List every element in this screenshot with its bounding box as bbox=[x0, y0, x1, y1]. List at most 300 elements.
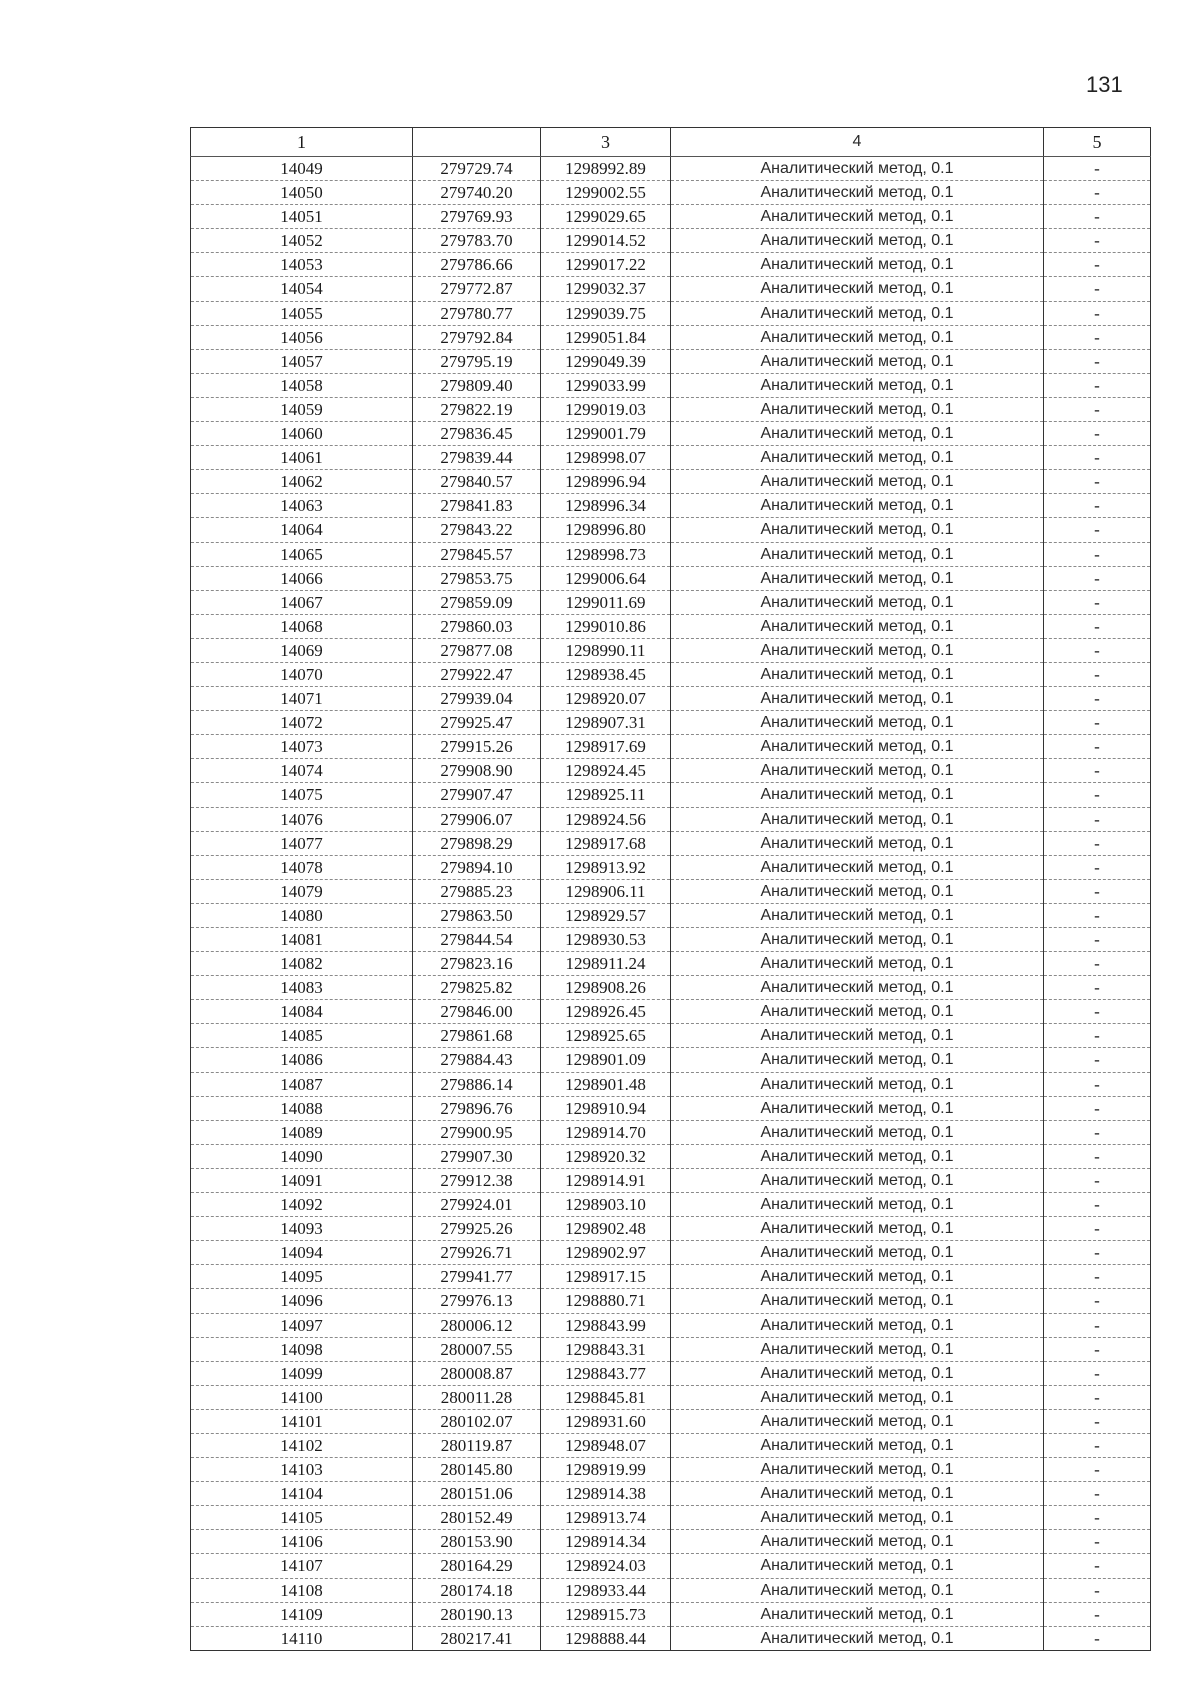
table-row bbox=[191, 1072, 1151, 1096]
y-coordinate-cell: 1298924.56 bbox=[541, 807, 671, 831]
note-cell: - bbox=[1044, 638, 1151, 662]
method-cell: Аналитический метод, 0.1 bbox=[671, 976, 1044, 1000]
note-cell: - bbox=[1044, 253, 1151, 277]
table-row bbox=[191, 1313, 1151, 1337]
point-number-cell: 14106 bbox=[191, 1530, 413, 1554]
y-coordinate-cell: 1298914.70 bbox=[541, 1120, 671, 1144]
x-coordinate-cell: 280007.55 bbox=[413, 1337, 541, 1361]
method-cell: Аналитический метод, 0.1 bbox=[671, 325, 1044, 349]
table-row bbox=[191, 542, 1151, 566]
point-number-cell: 14075 bbox=[191, 783, 413, 807]
method-cell: Аналитический метод, 0.1 bbox=[671, 1217, 1044, 1241]
point-number-cell: 14080 bbox=[191, 903, 413, 927]
table-row bbox=[191, 1144, 1151, 1168]
x-coordinate-cell: 279846.00 bbox=[413, 1000, 541, 1024]
point-number-cell: 14087 bbox=[191, 1072, 413, 1096]
x-coordinate-cell: 279885.23 bbox=[413, 879, 541, 903]
point-number-cell: 14089 bbox=[191, 1120, 413, 1144]
y-coordinate-cell: 1298926.45 bbox=[541, 1000, 671, 1024]
x-coordinate-cell: 279843.22 bbox=[413, 518, 541, 542]
y-coordinate-cell: 1298996.34 bbox=[541, 494, 671, 518]
method-cell: Аналитический метод, 0.1 bbox=[671, 1337, 1044, 1361]
y-coordinate-cell: 1299032.37 bbox=[541, 277, 671, 301]
y-coordinate-cell: 1299039.75 bbox=[541, 301, 671, 325]
x-coordinate-cell: 280006.12 bbox=[413, 1313, 541, 1337]
point-number-cell: 14054 bbox=[191, 277, 413, 301]
x-coordinate-cell: 280119.87 bbox=[413, 1433, 541, 1457]
x-coordinate-cell: 280102.07 bbox=[413, 1409, 541, 1433]
coordinates-table bbox=[190, 127, 1151, 1651]
method-cell: Аналитический метод, 0.1 bbox=[671, 1000, 1044, 1024]
x-coordinate-cell: 279915.26 bbox=[413, 735, 541, 759]
table-row bbox=[191, 1458, 1151, 1482]
table-row bbox=[191, 301, 1151, 325]
point-number-cell: 14102 bbox=[191, 1433, 413, 1457]
x-coordinate-cell: 280151.06 bbox=[413, 1482, 541, 1506]
x-coordinate-cell: 279896.76 bbox=[413, 1096, 541, 1120]
note-cell: - bbox=[1044, 1554, 1151, 1578]
table-body bbox=[191, 157, 1151, 1651]
table-row bbox=[191, 470, 1151, 494]
y-coordinate-cell: 1299029.65 bbox=[541, 205, 671, 229]
method-cell: Аналитический метод, 0.1 bbox=[671, 1265, 1044, 1289]
x-coordinate-cell: 279912.38 bbox=[413, 1168, 541, 1192]
table-row bbox=[191, 855, 1151, 879]
point-number-cell: 14094 bbox=[191, 1241, 413, 1265]
table-row bbox=[191, 1289, 1151, 1313]
point-number-cell: 14108 bbox=[191, 1578, 413, 1602]
table-row bbox=[191, 1482, 1151, 1506]
y-coordinate-cell: 1298902.48 bbox=[541, 1217, 671, 1241]
note-cell: - bbox=[1044, 229, 1151, 253]
x-coordinate-cell: 279907.30 bbox=[413, 1144, 541, 1168]
method-cell: Аналитический метод, 0.1 bbox=[671, 470, 1044, 494]
x-coordinate-cell: 279841.83 bbox=[413, 494, 541, 518]
x-coordinate-cell: 279859.09 bbox=[413, 590, 541, 614]
method-cell: Аналитический метод, 0.1 bbox=[671, 1554, 1044, 1578]
note-cell: - bbox=[1044, 542, 1151, 566]
method-cell: Аналитический метод, 0.1 bbox=[671, 542, 1044, 566]
table-row bbox=[191, 1530, 1151, 1554]
method-cell: Аналитический метод, 0.1 bbox=[671, 1578, 1044, 1602]
table-row bbox=[191, 662, 1151, 686]
x-coordinate-cell: 279795.19 bbox=[413, 349, 541, 373]
point-number-cell: 14055 bbox=[191, 301, 413, 325]
method-cell: Аналитический метод, 0.1 bbox=[671, 903, 1044, 927]
point-number-cell: 14070 bbox=[191, 662, 413, 686]
y-coordinate-cell: 1298948.07 bbox=[541, 1433, 671, 1457]
table-row bbox=[191, 1168, 1151, 1192]
method-cell: Аналитический метод, 0.1 bbox=[671, 1506, 1044, 1530]
table-row bbox=[191, 807, 1151, 831]
x-coordinate-cell: 280174.18 bbox=[413, 1578, 541, 1602]
note-cell: - bbox=[1044, 903, 1151, 927]
method-cell: Аналитический метод, 0.1 bbox=[671, 1313, 1044, 1337]
x-coordinate-cell: 279906.07 bbox=[413, 807, 541, 831]
table-row bbox=[191, 325, 1151, 349]
table-row bbox=[191, 928, 1151, 952]
x-coordinate-cell: 279922.47 bbox=[413, 662, 541, 686]
note-cell: - bbox=[1044, 1626, 1151, 1650]
table-row bbox=[191, 1193, 1151, 1217]
method-cell: Аналитический метод, 0.1 bbox=[671, 1048, 1044, 1072]
y-coordinate-cell: 1298906.11 bbox=[541, 879, 671, 903]
method-cell: Аналитический метод, 0.1 bbox=[671, 157, 1044, 181]
point-number-cell: 14074 bbox=[191, 759, 413, 783]
y-coordinate-cell: 1298998.73 bbox=[541, 542, 671, 566]
method-cell: Аналитический метод, 0.1 bbox=[671, 662, 1044, 686]
x-coordinate-cell: 279925.47 bbox=[413, 711, 541, 735]
point-number-cell: 14105 bbox=[191, 1506, 413, 1530]
x-coordinate-cell: 279886.14 bbox=[413, 1072, 541, 1096]
note-cell: - bbox=[1044, 1361, 1151, 1385]
y-coordinate-cell: 1298903.10 bbox=[541, 1193, 671, 1217]
point-number-cell: 14110 bbox=[191, 1626, 413, 1650]
method-cell: Аналитический метод, 0.1 bbox=[671, 807, 1044, 831]
y-coordinate-cell: 1298996.94 bbox=[541, 470, 671, 494]
x-coordinate-cell: 279822.19 bbox=[413, 397, 541, 421]
table-row bbox=[191, 1602, 1151, 1626]
x-coordinate-cell: 279769.93 bbox=[413, 205, 541, 229]
x-coordinate-cell: 279900.95 bbox=[413, 1120, 541, 1144]
method-cell: Аналитический метод, 0.1 bbox=[671, 229, 1044, 253]
y-coordinate-cell: 1298915.73 bbox=[541, 1602, 671, 1626]
note-cell: - bbox=[1044, 1506, 1151, 1530]
y-coordinate-cell: 1298925.11 bbox=[541, 783, 671, 807]
note-cell: - bbox=[1044, 711, 1151, 735]
table-row bbox=[191, 711, 1151, 735]
point-number-cell: 14061 bbox=[191, 446, 413, 470]
y-coordinate-cell: 1298929.57 bbox=[541, 903, 671, 927]
x-coordinate-cell: 279740.20 bbox=[413, 181, 541, 205]
y-coordinate-cell: 1298925.65 bbox=[541, 1024, 671, 1048]
x-coordinate-cell: 279839.44 bbox=[413, 446, 541, 470]
note-cell: - bbox=[1044, 1144, 1151, 1168]
method-cell: Аналитический метод, 0.1 bbox=[671, 205, 1044, 229]
method-cell: Аналитический метод, 0.1 bbox=[671, 638, 1044, 662]
table-row bbox=[191, 1361, 1151, 1385]
method-cell: Аналитический метод, 0.1 bbox=[671, 1433, 1044, 1457]
x-coordinate-cell: 280152.49 bbox=[413, 1506, 541, 1530]
table-row bbox=[191, 446, 1151, 470]
table-row bbox=[191, 879, 1151, 903]
table-row bbox=[191, 518, 1151, 542]
note-cell: - bbox=[1044, 1409, 1151, 1433]
note-cell: - bbox=[1044, 422, 1151, 446]
table-row bbox=[191, 253, 1151, 277]
method-cell: Аналитический метод, 0.1 bbox=[671, 1168, 1044, 1192]
point-number-cell: 14093 bbox=[191, 1217, 413, 1241]
point-number-cell: 14062 bbox=[191, 470, 413, 494]
note-cell: - bbox=[1044, 855, 1151, 879]
table-row bbox=[191, 397, 1151, 421]
header-col-3: 3 bbox=[541, 128, 671, 157]
point-number-cell: 14068 bbox=[191, 614, 413, 638]
method-cell: Аналитический метод, 0.1 bbox=[671, 349, 1044, 373]
method-cell: Аналитический метод, 0.1 bbox=[671, 397, 1044, 421]
table-row bbox=[191, 1337, 1151, 1361]
note-cell: - bbox=[1044, 277, 1151, 301]
table-row bbox=[191, 157, 1151, 181]
y-coordinate-cell: 1299011.69 bbox=[541, 590, 671, 614]
y-coordinate-cell: 1298914.34 bbox=[541, 1530, 671, 1554]
note-cell: - bbox=[1044, 181, 1151, 205]
method-cell: Аналитический метод, 0.1 bbox=[671, 879, 1044, 903]
x-coordinate-cell: 279863.50 bbox=[413, 903, 541, 927]
method-cell: Аналитический метод, 0.1 bbox=[671, 181, 1044, 205]
point-number-cell: 14101 bbox=[191, 1409, 413, 1433]
table-row bbox=[191, 349, 1151, 373]
x-coordinate-cell: 279780.77 bbox=[413, 301, 541, 325]
point-number-cell: 14072 bbox=[191, 711, 413, 735]
y-coordinate-cell: 1298920.07 bbox=[541, 687, 671, 711]
point-number-cell: 14058 bbox=[191, 373, 413, 397]
table-row bbox=[191, 1048, 1151, 1072]
y-coordinate-cell: 1298910.94 bbox=[541, 1096, 671, 1120]
y-coordinate-cell: 1298907.31 bbox=[541, 711, 671, 735]
table-row bbox=[191, 1578, 1151, 1602]
table-row bbox=[191, 638, 1151, 662]
method-cell: Аналитический метод, 0.1 bbox=[671, 566, 1044, 590]
y-coordinate-cell: 1298914.91 bbox=[541, 1168, 671, 1192]
point-number-cell: 14097 bbox=[191, 1313, 413, 1337]
table-row bbox=[191, 373, 1151, 397]
method-cell: Аналитический метод, 0.1 bbox=[671, 614, 1044, 638]
note-cell: - bbox=[1044, 928, 1151, 952]
method-cell: Аналитический метод, 0.1 bbox=[671, 1024, 1044, 1048]
x-coordinate-cell: 279844.54 bbox=[413, 928, 541, 952]
note-cell: - bbox=[1044, 1048, 1151, 1072]
note-cell: - bbox=[1044, 952, 1151, 976]
x-coordinate-cell: 280008.87 bbox=[413, 1361, 541, 1385]
point-number-cell: 14079 bbox=[191, 879, 413, 903]
point-number-cell: 14052 bbox=[191, 229, 413, 253]
table-row bbox=[191, 783, 1151, 807]
y-coordinate-cell: 1299051.84 bbox=[541, 325, 671, 349]
method-cell: Аналитический метод, 0.1 bbox=[671, 1409, 1044, 1433]
x-coordinate-cell: 279976.13 bbox=[413, 1289, 541, 1313]
point-number-cell: 14053 bbox=[191, 253, 413, 277]
method-cell: Аналитический метод, 0.1 bbox=[671, 783, 1044, 807]
point-number-cell: 14066 bbox=[191, 566, 413, 590]
y-coordinate-cell: 1298924.03 bbox=[541, 1554, 671, 1578]
note-cell: - bbox=[1044, 1458, 1151, 1482]
note-cell: - bbox=[1044, 566, 1151, 590]
x-coordinate-cell: 279845.57 bbox=[413, 542, 541, 566]
x-coordinate-cell: 280164.29 bbox=[413, 1554, 541, 1578]
note-cell: - bbox=[1044, 1168, 1151, 1192]
method-cell: Аналитический метод, 0.1 bbox=[671, 831, 1044, 855]
y-coordinate-cell: 1298938.45 bbox=[541, 662, 671, 686]
table-row bbox=[191, 494, 1151, 518]
x-coordinate-cell: 279772.87 bbox=[413, 277, 541, 301]
x-coordinate-cell: 280217.41 bbox=[413, 1626, 541, 1650]
y-coordinate-cell: 1298933.44 bbox=[541, 1578, 671, 1602]
point-number-cell: 14091 bbox=[191, 1168, 413, 1192]
x-coordinate-cell: 279884.43 bbox=[413, 1048, 541, 1072]
point-number-cell: 14064 bbox=[191, 518, 413, 542]
method-cell: Аналитический метод, 0.1 bbox=[671, 855, 1044, 879]
point-number-cell: 14098 bbox=[191, 1337, 413, 1361]
y-coordinate-cell: 1298920.32 bbox=[541, 1144, 671, 1168]
x-coordinate-cell: 279907.47 bbox=[413, 783, 541, 807]
table-header bbox=[191, 128, 1151, 157]
x-coordinate-cell: 279894.10 bbox=[413, 855, 541, 879]
x-coordinate-cell: 279840.57 bbox=[413, 470, 541, 494]
table-row bbox=[191, 1241, 1151, 1265]
x-coordinate-cell: 279729.74 bbox=[413, 157, 541, 181]
point-number-cell: 14071 bbox=[191, 687, 413, 711]
note-cell: - bbox=[1044, 687, 1151, 711]
x-coordinate-cell: 279823.16 bbox=[413, 952, 541, 976]
point-number-cell: 14065 bbox=[191, 542, 413, 566]
method-cell: Аналитический метод, 0.1 bbox=[671, 759, 1044, 783]
x-coordinate-cell: 279926.71 bbox=[413, 1241, 541, 1265]
point-number-cell: 14090 bbox=[191, 1144, 413, 1168]
x-coordinate-cell: 279836.45 bbox=[413, 422, 541, 446]
y-coordinate-cell: 1298998.07 bbox=[541, 446, 671, 470]
point-number-cell: 14104 bbox=[191, 1482, 413, 1506]
note-cell: - bbox=[1044, 494, 1151, 518]
table-row bbox=[191, 1554, 1151, 1578]
x-coordinate-cell: 279786.66 bbox=[413, 253, 541, 277]
method-cell: Аналитический метод, 0.1 bbox=[671, 253, 1044, 277]
page-number: 131 bbox=[1086, 72, 1123, 97]
y-coordinate-cell: 1298880.71 bbox=[541, 1289, 671, 1313]
x-coordinate-cell: 280011.28 bbox=[413, 1385, 541, 1409]
y-coordinate-cell: 1298990.11 bbox=[541, 638, 671, 662]
note-cell: - bbox=[1044, 1000, 1151, 1024]
y-coordinate-cell: 1299014.52 bbox=[541, 229, 671, 253]
method-cell: Аналитический метод, 0.1 bbox=[671, 928, 1044, 952]
point-number-cell: 14081 bbox=[191, 928, 413, 952]
point-number-cell: 14086 bbox=[191, 1048, 413, 1072]
x-coordinate-cell: 279861.68 bbox=[413, 1024, 541, 1048]
point-number-cell: 14063 bbox=[191, 494, 413, 518]
note-cell: - bbox=[1044, 807, 1151, 831]
y-coordinate-cell: 1298913.74 bbox=[541, 1506, 671, 1530]
table-row bbox=[191, 277, 1151, 301]
y-coordinate-cell: 1298843.31 bbox=[541, 1337, 671, 1361]
note-cell: - bbox=[1044, 590, 1151, 614]
y-coordinate-cell: 1299049.39 bbox=[541, 349, 671, 373]
point-number-cell: 14100 bbox=[191, 1385, 413, 1409]
table-row bbox=[191, 1217, 1151, 1241]
y-coordinate-cell: 1298992.89 bbox=[541, 157, 671, 181]
note-cell: - bbox=[1044, 735, 1151, 759]
note-cell: - bbox=[1044, 879, 1151, 903]
y-coordinate-cell: 1299001.79 bbox=[541, 422, 671, 446]
method-cell: Аналитический метод, 0.1 bbox=[671, 277, 1044, 301]
method-cell: Аналитический метод, 0.1 bbox=[671, 1482, 1044, 1506]
table-row bbox=[191, 1120, 1151, 1144]
note-cell: - bbox=[1044, 325, 1151, 349]
point-number-cell: 14077 bbox=[191, 831, 413, 855]
point-number-cell: 14095 bbox=[191, 1265, 413, 1289]
note-cell: - bbox=[1044, 1193, 1151, 1217]
note-cell: - bbox=[1044, 1217, 1151, 1241]
y-coordinate-cell: 1298901.48 bbox=[541, 1072, 671, 1096]
method-cell: Аналитический метод, 0.1 bbox=[671, 494, 1044, 518]
table-row bbox=[191, 181, 1151, 205]
point-number-cell: 14085 bbox=[191, 1024, 413, 1048]
y-coordinate-cell: 1298913.92 bbox=[541, 855, 671, 879]
method-cell: Аналитический метод, 0.1 bbox=[671, 422, 1044, 446]
header-col-4: 4 bbox=[671, 128, 1044, 157]
method-cell: Аналитический метод, 0.1 bbox=[671, 687, 1044, 711]
x-coordinate-cell: 279792.84 bbox=[413, 325, 541, 349]
x-coordinate-cell: 280190.13 bbox=[413, 1602, 541, 1626]
note-cell: - bbox=[1044, 1530, 1151, 1554]
note-cell: - bbox=[1044, 1241, 1151, 1265]
point-number-cell: 14109 bbox=[191, 1602, 413, 1626]
x-coordinate-cell: 280145.80 bbox=[413, 1458, 541, 1482]
method-cell: Аналитический метод, 0.1 bbox=[671, 1626, 1044, 1650]
point-number-cell: 14057 bbox=[191, 349, 413, 373]
method-cell: Аналитический метод, 0.1 bbox=[671, 1289, 1044, 1313]
y-coordinate-cell: 1298924.45 bbox=[541, 759, 671, 783]
note-cell: - bbox=[1044, 614, 1151, 638]
y-coordinate-cell: 1299002.55 bbox=[541, 181, 671, 205]
method-cell: Аналитический метод, 0.1 bbox=[671, 1530, 1044, 1554]
note-cell: - bbox=[1044, 205, 1151, 229]
point-number-cell: 14103 bbox=[191, 1458, 413, 1482]
x-coordinate-cell: 279898.29 bbox=[413, 831, 541, 855]
note-cell: - bbox=[1044, 1072, 1151, 1096]
y-coordinate-cell: 1298843.77 bbox=[541, 1361, 671, 1385]
method-cell: Аналитический метод, 0.1 bbox=[671, 373, 1044, 397]
table-row bbox=[191, 759, 1151, 783]
table-row bbox=[191, 831, 1151, 855]
point-number-cell: 14059 bbox=[191, 397, 413, 421]
y-coordinate-cell: 1299010.86 bbox=[541, 614, 671, 638]
method-cell: Аналитический метод, 0.1 bbox=[671, 590, 1044, 614]
note-cell: - bbox=[1044, 157, 1151, 181]
point-number-cell: 14088 bbox=[191, 1096, 413, 1120]
table-row bbox=[191, 1000, 1151, 1024]
point-number-cell: 14083 bbox=[191, 976, 413, 1000]
x-coordinate-cell: 279939.04 bbox=[413, 687, 541, 711]
x-coordinate-cell: 279877.08 bbox=[413, 638, 541, 662]
method-cell: Аналитический метод, 0.1 bbox=[671, 1602, 1044, 1626]
note-cell: - bbox=[1044, 1024, 1151, 1048]
x-coordinate-cell: 279924.01 bbox=[413, 1193, 541, 1217]
note-cell: - bbox=[1044, 373, 1151, 397]
note-cell: - bbox=[1044, 1602, 1151, 1626]
method-cell: Аналитический метод, 0.1 bbox=[671, 1120, 1044, 1144]
x-coordinate-cell: 279908.90 bbox=[413, 759, 541, 783]
point-number-cell: 14067 bbox=[191, 590, 413, 614]
y-coordinate-cell: 1298888.44 bbox=[541, 1626, 671, 1650]
table-row bbox=[191, 1626, 1151, 1650]
x-coordinate-cell: 279941.77 bbox=[413, 1265, 541, 1289]
table-row bbox=[191, 422, 1151, 446]
x-coordinate-cell: 279853.75 bbox=[413, 566, 541, 590]
table-row bbox=[191, 229, 1151, 253]
note-cell: - bbox=[1044, 1385, 1151, 1409]
table-row bbox=[191, 205, 1151, 229]
y-coordinate-cell: 1299006.64 bbox=[541, 566, 671, 590]
note-cell: - bbox=[1044, 1265, 1151, 1289]
y-coordinate-cell: 1298901.09 bbox=[541, 1048, 671, 1072]
method-cell: Аналитический метод, 0.1 bbox=[671, 301, 1044, 325]
method-cell: Аналитический метод, 0.1 bbox=[671, 1193, 1044, 1217]
note-cell: - bbox=[1044, 446, 1151, 470]
method-cell: Аналитический метод, 0.1 bbox=[671, 1458, 1044, 1482]
y-coordinate-cell: 1299033.99 bbox=[541, 373, 671, 397]
note-cell: - bbox=[1044, 783, 1151, 807]
note-cell: - bbox=[1044, 1313, 1151, 1337]
